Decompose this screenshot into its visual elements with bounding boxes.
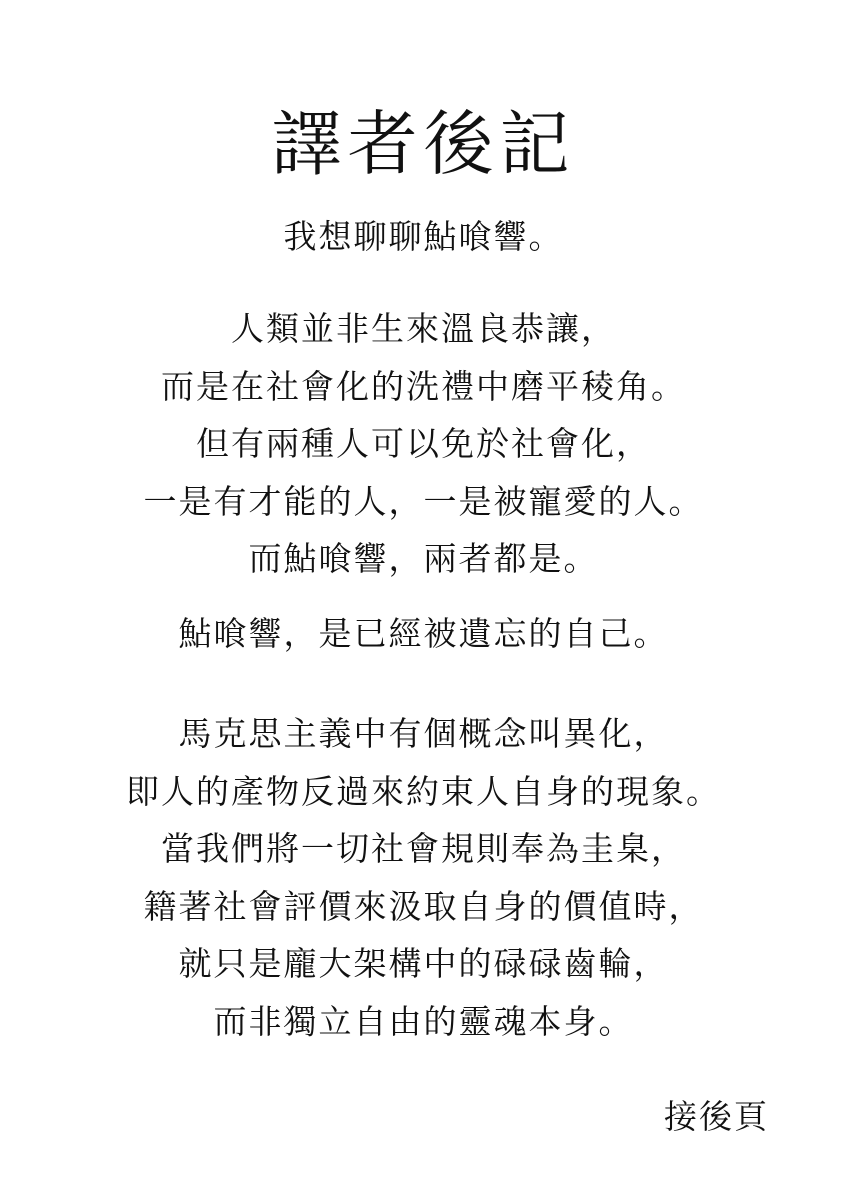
continued-note: 接後頁 — [664, 1097, 769, 1136]
text-line: 一是有才能的人，一是被寵愛的人。 — [143, 481, 704, 521]
text-line: 而鮎喰響，兩者都是。 — [248, 539, 599, 579]
text-line: 但有兩種人可以免於社會化， — [196, 424, 651, 464]
stanza-socialization — [0, 300, 847, 588]
text-line: 鮎喰響，是已經被遺忘的自己。 — [178, 614, 669, 653]
text-line: 而是在社會化的洗禮中磨平稜角。 — [161, 366, 686, 406]
text-line: 我想聊聊鮎喰響。 — [283, 217, 564, 256]
stanza-intro — [0, 208, 847, 266]
text-line: 而非獨立自由的靈魂本身。 — [213, 1001, 634, 1041]
stanza-alienation — [0, 705, 847, 1051]
text-line: 籍著社會評價來汲取自身的價值時， — [143, 886, 704, 926]
text-line: 當我們將一切社會規則奉為圭臬， — [161, 829, 686, 869]
text-line: 馬克思主義中有個概念叫異化， — [178, 714, 669, 753]
page-title: 譯者後記 — [271, 102, 576, 185]
stanza-forgotten-self — [0, 605, 847, 663]
text-line: 即人的產物反過來約束人自身的現象。 — [126, 771, 721, 811]
text-line: 人類並非生來溫良恭讓， — [231, 309, 616, 348]
text-line: 就只是龐大架構中的碌碌齒輪， — [178, 944, 669, 984]
